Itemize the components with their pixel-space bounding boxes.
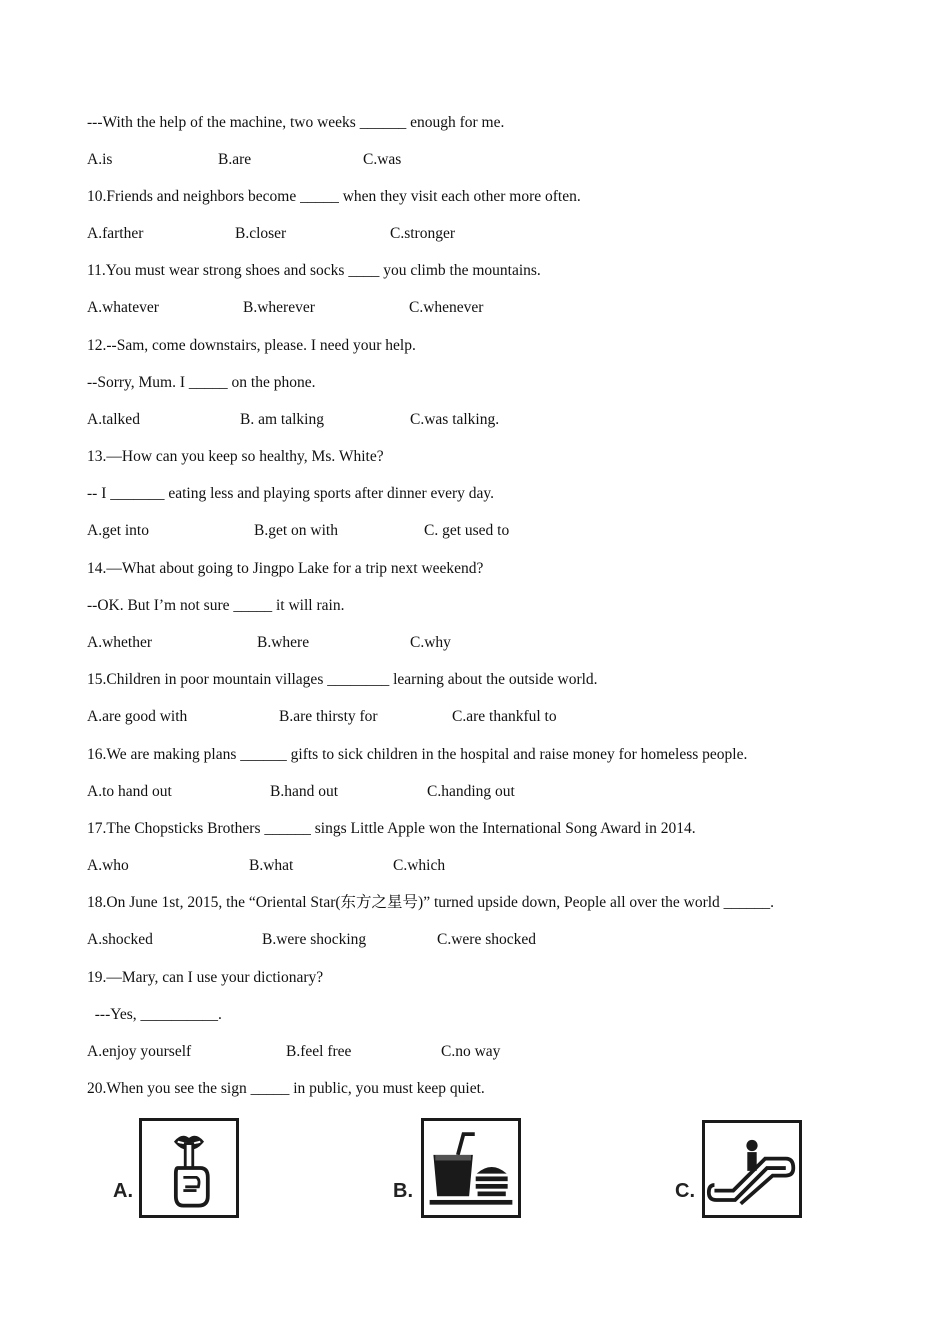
option-a: A.to hand out: [87, 783, 172, 800]
option-c: C.are thankful to: [452, 708, 557, 725]
option-c: C.which: [393, 857, 446, 874]
option-a: A.are good with: [87, 708, 188, 725]
option-a: A.enjoy yourself: [87, 1043, 192, 1060]
option-b: B.feel free: [286, 1043, 352, 1060]
question-response: ---Yes, __________.: [87, 1006, 222, 1023]
option-a: A.get into: [87, 522, 149, 539]
food-drink-sign-icon: [421, 1118, 521, 1218]
question-stem: 10.Friends and neighbors become _____ when they visit each other more often.: [87, 188, 581, 205]
option-c: C.was talking.: [410, 411, 500, 428]
option-b: B.get on with: [254, 522, 338, 539]
option-b: B.hand out: [270, 783, 339, 800]
escalator-sign-icon: [702, 1120, 802, 1218]
option-a: A.whatever: [87, 299, 159, 316]
option-c: C.no way: [441, 1043, 501, 1060]
option-b: B.where: [257, 634, 310, 651]
question-stem: 19.—Mary, can I use your dictionary?: [87, 969, 324, 986]
question-response: --Sorry, Mum. I _____ on the phone.: [87, 374, 316, 391]
question-stem: ---With the help of the machine, two weeks ______ enough for me.: [87, 114, 505, 131]
question-stem: 20.When you see the sign _____ in public, you must keep quiet.: [87, 1080, 485, 1097]
sign-label-c: C.: [675, 1180, 695, 1202]
sign-label-b: B.: [393, 1180, 413, 1202]
option-a: A.who: [87, 857, 129, 874]
option-c: C.handing out: [427, 783, 515, 800]
option-b: B. am talking: [240, 411, 324, 428]
option-a: A.is: [87, 151, 113, 168]
option-c: C.was: [363, 151, 402, 168]
option-a: A.farther: [87, 225, 144, 242]
keep-quiet-sign-icon: [139, 1118, 239, 1218]
option-a: A.talked: [87, 411, 140, 428]
option-c: C.were shocked: [437, 931, 536, 948]
question-stem: 16.We are making plans ______ gifts to sick children in the hospital and raise money for homeless people.: [87, 746, 748, 763]
option-c: C.whenever: [409, 299, 484, 316]
sign-label-a: A.: [113, 1180, 133, 1202]
option-b: B.what: [249, 857, 294, 874]
option-c: C.stronger: [390, 225, 456, 242]
question-stem: 17.The Chopsticks Brothers ______ sings Little Apple won the International Song Award in 2014.: [87, 820, 696, 837]
question-stem: 11.You must wear strong shoes and socks ____ you climb the mountains.: [87, 262, 541, 279]
question-stem: 18.On June 1st, 2015, the “Oriental Star(东方之星号)” turned upside down, People all over the world ______.: [87, 894, 775, 911]
option-b: B.are: [218, 151, 252, 168]
question-response: --OK. But I’m not sure _____ it will rain.: [87, 597, 345, 614]
question-response: -- I _______ eating less and playing sports after dinner every day.: [87, 485, 495, 502]
option-b: B.were shocking: [262, 931, 367, 948]
option-b: B.closer: [235, 225, 287, 242]
option-a: A.shocked: [87, 931, 153, 948]
option-b: B.wherever: [243, 299, 315, 316]
question-stem: 15.Children in poor mountain villages ________ learning about the outside world.: [87, 671, 598, 688]
question-stem: 12.--Sam, come downstairs, please. I need your help.: [87, 337, 416, 354]
option-c: C.why: [410, 634, 451, 651]
question-stem: 14.—What about going to Jingpo Lake for a trip next weekend?: [87, 560, 484, 577]
option-b: B.are thirsty for: [279, 708, 378, 725]
option-c: C. get used to: [424, 522, 510, 539]
question-stem: 13.—How can you keep so healthy, Ms. White?: [87, 448, 384, 465]
option-a: A.whether: [87, 634, 152, 651]
